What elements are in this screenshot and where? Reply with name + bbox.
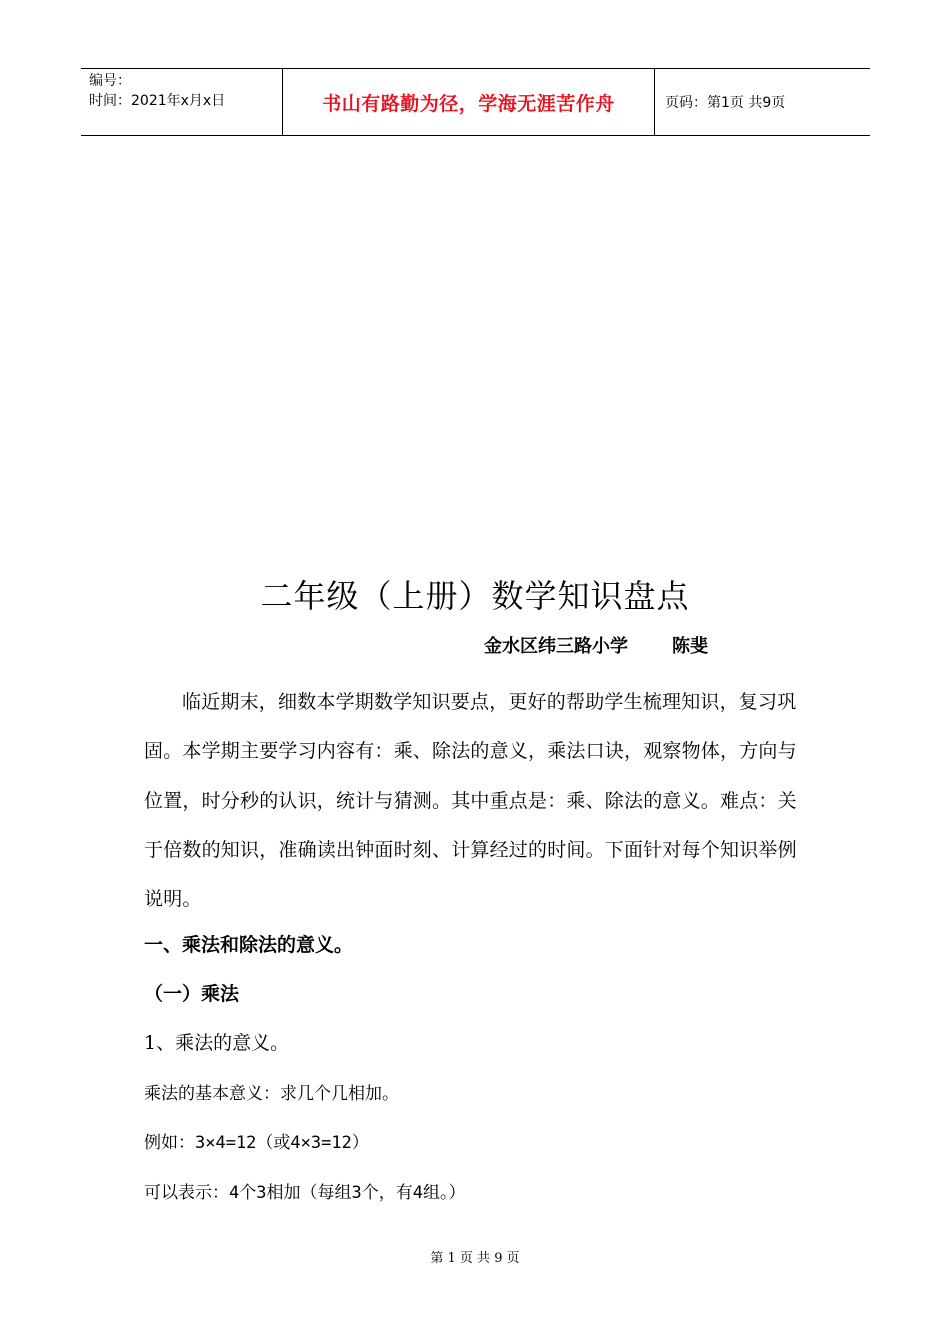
header-page-cell <box>655 69 870 135</box>
document-header <box>81 68 870 136</box>
example-line: 例如：3×4=12（或4×3=12） <box>144 1133 369 1153</box>
intro-paragraph: 临近期末，细数本学期数学知识要点，更好的帮助学生梳理知识，复习巩固。本学期主要学习内容有：乘、除法的意义，乘法口诀，观察物体，方向与位置，时分秒的认识，统计与猜测。其中重点是：乘、除法的意义。难点：关于倍数的知识，准确读出钟面时刻、计算经过的时间。下面针对每个知识举例说明。 <box>144 691 797 911</box>
header-number-label: 编号： <box>89 73 131 89</box>
subsection-heading: （一）乘法 <box>144 983 240 1005</box>
expression-line: 可以表示：4个3相加（每组3个，有4组。） <box>144 1183 466 1203</box>
school-name: 金水区纬三路小学 <box>484 636 628 657</box>
author-name: 陈斐 <box>672 636 708 657</box>
header-page-label: 页码：第1页 共9页 <box>665 95 786 111</box>
section-heading: 一、乘法和除法的意义。 <box>144 934 354 956</box>
item-heading: 1、乘法的意义。 <box>144 1032 290 1054</box>
header-meta-cell <box>81 69 282 135</box>
document-title: 二年级（上册）数学知识盘点 <box>260 577 690 615</box>
header-motto: 书山有路勤为径，学海无涯苦作舟 <box>322 92 615 115</box>
author-line <box>484 634 708 660</box>
header-motto-cell <box>282 69 655 135</box>
header-time-label: 时间：2021年x月x日 <box>89 93 226 109</box>
page-footer: 第 1 页 共 9 页 <box>430 1251 520 1266</box>
meaning-line: 乘法的基本意义：求几个几相加。 <box>144 1084 399 1104</box>
